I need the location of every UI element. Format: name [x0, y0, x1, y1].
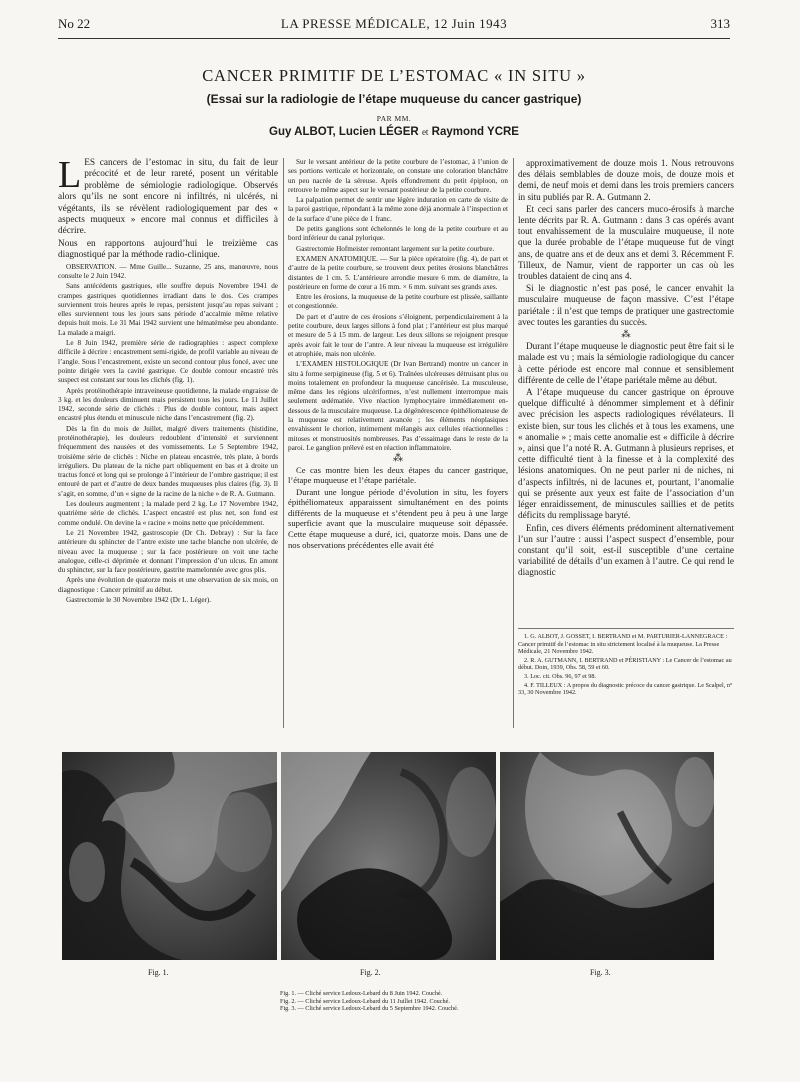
section-stars: ⁂: [621, 329, 631, 340]
footnote: 2. R. A. GUTMANN, I. BERTRAND et PÉRISTIANY : Le Cancer de l’estomac au début. Doin, 1939, Obs. 58, 59 et 60.: [518, 656, 732, 672]
paragraph: Sans antécédents gastriques, elle souffre depuis Novembre 1941 de crampes gastriques quotidiennes irradiant dans le dos. Ces crampes surviennent trois heures après le repas, persistent jusqu’au repas suivant ; elles surviennent tous les jours sans période d’accalmie même relative depuis huit mois. Le 31 Mai 1942 survient une hématémèse peu abondante. La malade a maigri.: [58, 282, 278, 337]
caption: Fig. 1. — Cliché service Ledoux-Lebard du 8 Juin 1942. Couché.: [280, 990, 443, 997]
figure-2-radiograph: [281, 752, 496, 960]
paragraph: Ce cas montre bien les deux étapes du cancer gastrique, l’étape muqueuse et l’étape pariétale.: [288, 464, 508, 486]
figure-1-radiograph: [62, 752, 277, 960]
article-title: CANCER PRIMITIF DE L’ESTOMAC « IN SITU »: [202, 66, 586, 85]
column-3-text: [518, 158, 734, 579]
drop-cap: L: [58, 158, 82, 196]
paragraph: Après une évolution de quatorze mois et une observation de six mois, on diagnostique : Cancer primitif au début.: [58, 576, 278, 594]
paragraph: Enfin, ces divers éléments prédominent alternativement l’un sur l’autre : aussi l’aspect suspect d’ensemble, pour constant qu’il soit, est-il susceptible d’une certaine variabilité de détails d’un examen à l’autre. Ce qui rend le diagnostic: [518, 522, 734, 578]
paragraph: Durant l’étape muqueuse le diagnostic peut être fait si le malade est vu ; mais la sémiologie radiologique du cancer à cette période est encore mal connue et sensiblement différente de celle de l’étape pariétale même au début.: [518, 341, 734, 385]
paragraph: A l’étape muqueuse du cancer gastrique on éprouve quelque difficulté à dénommer simplement et à définir avec précision les aspects radiologiques révélateurs. Il existe bien, sur tous les clichés et à tous les examens, une « anomalie » ; mais cette anomalie est « difficile à décrire », ainsi que l’a noté R. A. Gutmann à plusieurs reprises, et cette difficulté tient à la finesse et à la complexité des lésions anatomiques. On ne peut parler ni de niches, ni d’aspects infiltrés, ni de lacunes et, pourtant, l’anomalie qui se présente aux yeux est faite de l’association d’un léger enraidissement, de minuscules saillies et de petits déficits du remplissage baryté.: [518, 387, 734, 521]
column-divider: [513, 158, 514, 728]
page-number: 313: [710, 16, 730, 31]
paragraph: De petits ganglions sont échelonnés le long de la petite courbure et au bord inférieur du canal pylorique.: [288, 225, 508, 243]
paragraph: Après protéinothérapie intraveineuse quotidienne, la malade engraisse de 3 kg. et les douleurs diminuent mais persistent tous les jours. Le 11 Juillet 1942, seconde série de clichés : Plus de double contour, mais aspect encastré plus étendu et minuscule niche dans l’encastrement (fig. 2).: [58, 386, 278, 423]
journal-title: LA PRESSE MÉDICALE, 12 Juin 1943: [280, 16, 508, 31]
column-divider: [283, 158, 284, 728]
paragraph: Et ceci sans parler des cancers muco-érosifs à marche lente décrits par R. A. Gutmann : dans 3 cas opérés avant tout envahissement de la musculaire muqueuse, il note que la durée probable de l’étape muqueuse fut de vingt ans, de quatre ans et de deux ans et demi 3. Récemment F. Tilleux, de Namur, vient de rapporter un cas où les troubles dataient de cinq ans 4.: [518, 203, 734, 282]
paragraph: OBSERVATION. — Mme Guille... Suzanne, 25 ans, manœuvre, nous consulte le 2 Juin 1942.: [58, 262, 278, 280]
paragraph: Gastrectomie le 30 Novembre 1942 (Dr L. Léger).: [66, 596, 212, 605]
column-2: [288, 158, 508, 728]
paragraph: Dès la fin du mois de Juillet, malgré divers traitements (histidine, protéinothérapie), les douleurs redoublent d’intensité et surviennent fréquemment des nausées et des vomissements. Le 5 Septembre 1942, troisième série de clichés : Niche en plateau encastrée, très plate, à bords irréguliers. Du plateau de la niche part obliquement en bas et à droite un tractus foncé et long qui se prolonge à l’intérieur de l’ombre gastrique; il est entouré de part et d’autre de deux bandes muqueuses plus claires (fig. 3). Il s’agit, en somme, d’un « signe de la racine de la niche » de R. A. Gutmann.: [58, 424, 278, 498]
authors-et: et: [421, 127, 429, 137]
paragraph: Entre les érosions, la muqueuse de la petite courbure est plissée, saillante et congestionnée.: [288, 293, 508, 311]
paragraph: Le 21 Novembre 1942, gastroscopie (Dr Ch. Debray) : Sur la face antérieure du sphincter de l’antre existe une tache blanche non ulcérée, de niveau avec la muqueuse ; sur la face postérieure on voit une tache analogue, celle-ci déprimée et donnant l’impression d’un ulcus. En amont du sphincter, sur la face postérieure, gastrite mamelonnée avec gros plis.: [58, 528, 278, 575]
paragraph: La palpation permet de sentir une légère induration en carte de visite de la paroi gastrique, répondant à la même zone déjà anormale à l’inspection et de la surface d’une pièce de 1 franc.: [288, 196, 508, 223]
figure-2-label: Fig. 2.: [360, 968, 381, 977]
intro-paragraph-2: Nous en rapportons aujourd’hui le treizième cas diagnostiqué par la méthode radio-clinique.: [58, 238, 278, 261]
paragraph: L’EXAMEN HISTOLOGIQUE (Dr Ivan Bertrand) montre un cancer in situ à forme serpigineuse (fig. 5 et 6). Traînées ulcéreuses détruisant plus ou moins totalement en profondeur la muqueuse cancérisée. La musculeuse, même dans les régions ulcériformes, n’est nullement interrompue mais seulement œdématiée. Vive réaction lymphocytaire immédiatement en-dessous de la musculaire muqueuse. La dégénérescence épithéliomateuse de la muqueuse est relativement avancée ; les éléments néoplasiques envahissent le chorion, intimement mélangés aux cellules réactionnelles : mitoses et monstruosités nombreuses. Pas d’essaimage dans le reste de la paroi. Le ganglion prélevé est en réaction inflammatoire.: [288, 360, 508, 452]
issue-number: No 22: [58, 16, 91, 31]
caption: Fig. 2. — Cliché service Ledoux-Lebard du 11 Juillet 1942. Couché.: [280, 997, 450, 1005]
running-header: [58, 16, 730, 36]
paragraph: Durant une longue période d’évolution in situ, les foyers épithéliomateux apparaissent simultanément en des points différents de la muqueuse et s’étendent peu à peu à une large superficie avant que la musculaire muqueuse soit dépassée. Cette étape muqueuse a duré, ici, quatorze mois. Dans une de nos observations précédentes elle avait été: [288, 486, 508, 550]
paragraph: Si le diagnostic n’est pas posé, le cancer envahit la musculaire muqueuse de façon massive. C’est l’étape pariétale : il n’est que temps de pratiquer une gastrectomie avec toutes les garanties du succès.: [518, 283, 734, 327]
paragraph: Les douleurs augmentent ; la malade perd 2 kg. Le 17 Novembre 1942, quatrième série de clichés. L’aspect encastré est plus net, son fond est comme ondulé. On devine la « racine » moins nette que précédemment.: [58, 500, 278, 527]
radiograph-figures: [62, 752, 714, 960]
paragraph: De part et d’autre de ces érosions s’éloignent, perpendiculairement à la petite courbure, deux larges sillons à fond plat ; l’antérieur est plus marqué et mesure de 5 à 15 mm. de largeur. Les deux sillons se rejoignent presque après avoir fait le tour de l’antre. A leur niveau la muqueuse est irrégulière et atrophiée, mais non ulcérée.: [288, 312, 508, 358]
section-stars: ⁂: [393, 453, 403, 465]
footnote: 1. G. ALBOT, J. GOSSET, I. BERTRAND et M. PARTURIER-LANNEGRACE : Cancer primitif de l’estomac in situ strictement localisé à la muqueuse. La Presse Médicale, 21 Novembre 1942.: [518, 633, 728, 656]
header-rule: [58, 38, 730, 39]
paragraph: Sur le versant antérieur de la petite courbure de l’estomac, à l’union de ses portions verticale et horizontale, on constate une coloration blanchâtre un peu nacrée de la séreuse. Après effondrement du petit épiploon, on retrouve le même aspect sur le versant postérieur de la petite courbure.: [288, 158, 508, 194]
paragraph: Gastrectomie Hofmeister remontant largement sur la petite courbure.: [296, 244, 495, 253]
figure-captions: [280, 990, 580, 1013]
footnote: 4. F. TILLEUX : A propos du diagnostic précoce du cancer gastrique. Le Scalpel, n° 33, 30 Novembre 1942.: [518, 681, 733, 697]
article-subtitle: (Essai sur la radiologie de l’étape muqueuse du cancer gastrique): [206, 92, 582, 106]
caption: Fig. 3. — Cliché service Ledoux-Lebard du 5 Septembre 1942. Couché.: [280, 1005, 459, 1013]
figure-3-label: Fig. 3.: [590, 968, 611, 977]
footnotes: [518, 628, 734, 698]
column-1: [58, 158, 278, 728]
authors-last: Raymond YCRE: [431, 126, 519, 138]
intro-paragraph: LES cancers de l’estomac in situ, du fait de leur précocité et de leur rareté, posent un véritable problème de sémiologie radiologique. Observés alors qu’ils ne sont encore ni infiltrés, ni ulcérés, ni végétants, ils se révèlent radiologiquement par des « aspects muqueux » encore mal connus et difficiles à décrire.: [58, 158, 278, 237]
by-line: PAR MM.: [376, 114, 412, 123]
figure-1-label: Fig. 1.: [148, 968, 169, 977]
paragraph: Le 8 Juin 1942, première série de radiographies : aspect complexe difficile à décrire : encastrement semi-rigide, de profil variable au niveau de l’angle. Sous l’encastrement, existe un second contour plus foncé, avec une pointe dirigée vers la cavité gastrique. Ce double contour encastré très suspect est constant sur tous les clichés (fig. 1).: [58, 339, 278, 385]
paragraph: EXAMEN ANATOMIQUE. — Sur la pièce opératoire (fig. 4), de part et d’autre de la petite courbure, se trouvent deux petites érosions blanchâtres distantes de 1 cm. 5. L’antérieure arrondie mesure 6 mm. de diamètre, la postérieure en forme de cœur a 16 mm. × 6 mm. suivant ses grands axes.: [288, 254, 508, 291]
footnote: 3. Loc. cit. Obs. 96, 97 et 98.: [524, 672, 597, 680]
paragraph: approximativement de douze mois 1. Nous retrouvons des délais semblables de douze mois, de douze mois et demi, de neuf mois et demi dans les trois premiers cancers in situ publiés par R. A. Gutmann 2.: [518, 158, 734, 202]
authors-first: Guy ALBOT, Lucien LÉGER: [269, 126, 419, 138]
authors: [58, 126, 730, 138]
figure-3-radiograph: [500, 752, 714, 960]
